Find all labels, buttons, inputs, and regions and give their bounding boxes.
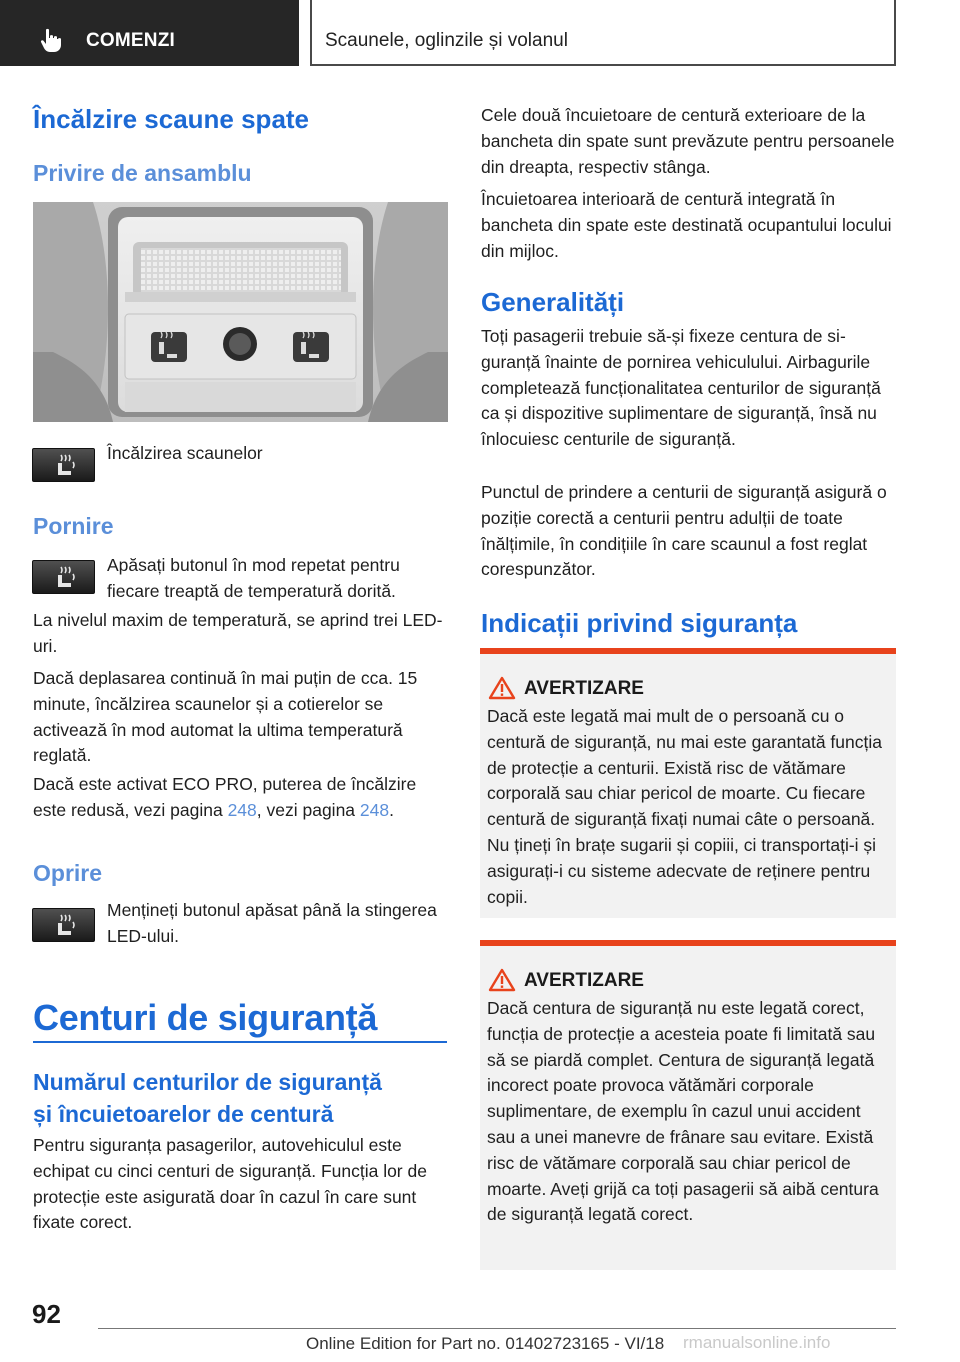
chapter-tab[interactable] — [0, 0, 299, 66]
right-paragraph-1: Cele două încuietoare de centură exterioare de la bancheta din spate sunt prevăzute pentru persoanele din dreapta, respectiv stânga. — [481, 105, 895, 177]
right-paragraph-2: Încuietoarea interioară de centură integrată în bancheta din spate este destinată ocupantului locului din mijloc. — [481, 189, 892, 261]
warning-title: AVERTIZARE — [524, 970, 644, 991]
warning-box — [480, 940, 896, 1270]
on-paragraph-1: La nivelul maxim de temperatură, se aprind trei LED-uri. — [33, 610, 443, 656]
on-paragraph-3: Dacă este activat ECO PRO, puterea de încălzire este redusă, vezi pagina 248, vezi pagina 248. — [33, 774, 417, 820]
hand-icon — [40, 28, 62, 52]
page-number: 92 — [32, 1299, 61, 1329]
seat-heating-icon — [32, 908, 95, 942]
general-paragraph-2: Punctul de prindere a centurii de siguranță asigură o poziție corectă a centurii pentru adulții de toate înălțimile, în condițiile în care scaunul a fost reglat corespunzător. — [481, 482, 887, 580]
belt-count-text: Pentru siguranța pasagerilor, autovehiculul este echipat cu cinci centuri de siguranță. Funcția lor de protecție este asigurată doar în cazul în care sunt fixate corect. — [33, 1135, 427, 1233]
belt-count-heading: Numărul centurilor de siguranță și încuietoarelor de centură — [33, 1069, 382, 1127]
seat-heating-icon — [32, 560, 95, 594]
page-link[interactable]: 248 — [359, 799, 390, 820]
edition-text: Online Edition for Part no. 01402723165 - VI/18 — [306, 1334, 665, 1353]
warning-box — [480, 648, 896, 918]
off-step-text: Mențineți butonul apăsat până la stingerea LED-ului. — [107, 900, 437, 946]
safety-heading: Indicații privind siguranța — [481, 608, 798, 638]
section-title: Scaunele, oglinzile și volanul — [325, 30, 568, 51]
warning-title: AVERTIZARE — [524, 678, 644, 699]
off-heading: Oprire — [33, 860, 103, 886]
warning-text: Dacă centura de siguranță nu este legată corect, funcția de protecție a acesteia poate fi limitată sau să se piardă complet. Centura de siguranță legată incorect poate provoca vătămări corporale suplimentare, de exemplu în cazul unui accident sau a unei manevre de frânare sau evitare. Există risc de vătămare corporală sau chiar pericol de moarte. Aveți grijă ca toți pasagerii să aibă centura de siguranță legată corect. — [487, 998, 879, 1225]
chapter-tab-label: COMENZI — [86, 30, 176, 51]
overview-heading: Privire de ansamblu — [33, 160, 252, 186]
watermark-text: rmanualsonline.info — [683, 1333, 831, 1352]
rear-console-photo — [33, 202, 448, 422]
title-rule — [33, 1041, 447, 1043]
warning-bar — [480, 648, 896, 654]
heated-rear-seats-title: Încălzire scaune spate — [33, 104, 310, 134]
on-step-text: Apăsați butonul în mod repetat pentru fiecare treaptă de temperatură dorită. — [107, 555, 400, 601]
warning-text: Dacă este legată mai mult de o persoană cu o centură de siguranță, nu mai este garantată funcția de protecție a centurii. Există risc de vătămare corporală sau chiar pericol de moarte. Cu fiecare centură de siguranță fixați numai câte o persoană. Nu țineți în brațe sugarii și copiii, ci transportați-i și asigurați-i cu sisteme adecvate de reținere pentru copii. — [487, 706, 882, 907]
icon-caption: Încălzirea scaunelor — [107, 443, 263, 463]
seat-belts-title: Centuri de siguranță — [33, 997, 378, 1038]
warning-bar — [480, 940, 896, 946]
footer-rule — [98, 1328, 896, 1329]
warning-triangle-icon — [488, 676, 516, 700]
on-heading: Pornire — [33, 513, 114, 539]
seat-heating-icon — [32, 448, 95, 482]
general-paragraph-1: Toți pasagerii trebuie să-și fixeze centura de siguranță înainte de pornirea vehiculului. Airbagurile completează funcționalitatea centurilor de siguranță ca și dispozitive suplimentare de siguranță, însă nu înlocuiesc centurile de siguranță. — [481, 326, 881, 450]
page-link[interactable]: 248 — [227, 799, 257, 820]
on-paragraph-2: Dacă deplasarea continuă în mai puțin de cca. 15 minute, încălzirea scaunelor și a cotierelor se activează în mod automat la ultima temperatură reglată. — [33, 668, 418, 766]
warning-triangle-icon — [488, 968, 516, 992]
general-heading: Generalități — [481, 287, 625, 317]
